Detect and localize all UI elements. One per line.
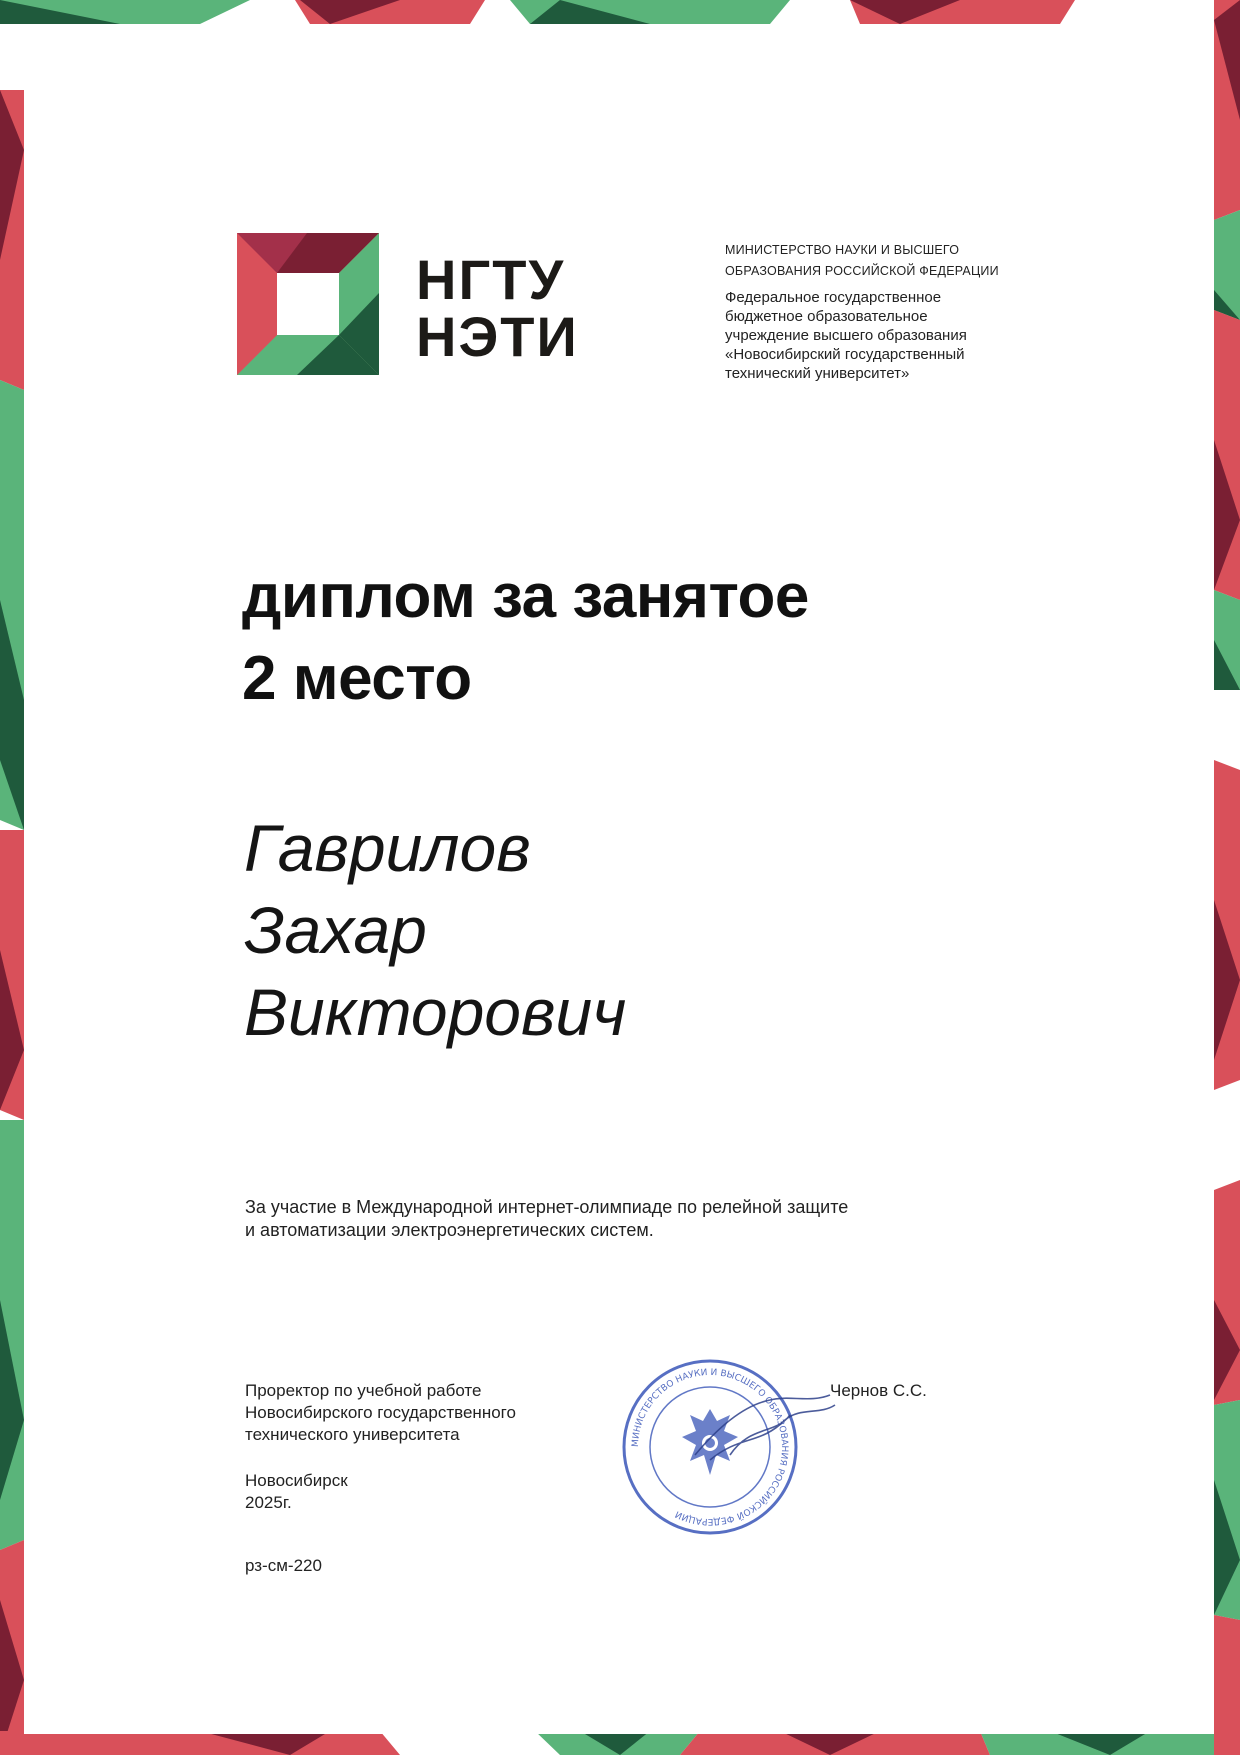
position-line: технического университета (245, 1425, 460, 1444)
handwritten-signature-icon (690, 1385, 840, 1475)
svg-text:МИНИСТЕРСТВО НАУКИ И ВЫСШЕГО О: МИНИСТЕРСТВО НАУКИ И ВЫСШЕГО ОБРАЗОВАНИЯ РОССИЙСКОЙ ФЕДЕРАЦИИ (630, 1367, 790, 1527)
place-and-year (245, 1470, 348, 1514)
award-reason (245, 1196, 945, 1242)
org-line: учреждение высшего образования (725, 327, 967, 344)
position-line: Проректор по учебной работе (245, 1381, 482, 1400)
title-line-1: диплом за занятое (242, 562, 809, 631)
reason-line-2: и автоматизации электроэнергетических систем. (245, 1220, 654, 1240)
signatory-name: Чернов С.С. (830, 1381, 927, 1400)
university-wordmark (416, 248, 579, 368)
document-code: рз-см-220 (245, 1556, 322, 1575)
wordmark-line-2: НЭТИ (416, 305, 579, 368)
organization-name (725, 288, 1025, 383)
title-line-2: 2 место (242, 644, 472, 713)
org-line: «Новосибирский государственный (725, 346, 965, 363)
city: Новосибирск (245, 1471, 348, 1490)
recipient-first-name: Захар (244, 893, 427, 967)
ministry-line-2: ОБРАЗОВАНИЯ РОССИЙСКОЙ ФЕДЕРАЦИИ (725, 264, 999, 278)
reason-line-1: За участие в Международной интернет-олимпиаде по релейной защите (245, 1197, 849, 1217)
org-line: технический университет» (725, 365, 910, 382)
year: 2025г. (245, 1493, 292, 1512)
position-line: Новосибирского государственного (245, 1403, 516, 1422)
recipient-patronymic: Викторович (244, 975, 627, 1049)
org-line: Федеральное государственное (725, 289, 942, 306)
ministry-line-1: МИНИСТЕРСТВО НАУКИ И ВЫСШЕГО (725, 243, 960, 257)
recipient-name (244, 807, 626, 1053)
ministry-name (725, 240, 1025, 282)
diploma-title (242, 556, 809, 720)
recipient-last-name: Гаврилов (244, 811, 531, 885)
signatory-position (245, 1380, 605, 1446)
org-line: бюджетное образовательное (725, 308, 928, 325)
university-logo-icon (237, 233, 379, 375)
wordmark-line-1: НГТУ (416, 248, 566, 311)
